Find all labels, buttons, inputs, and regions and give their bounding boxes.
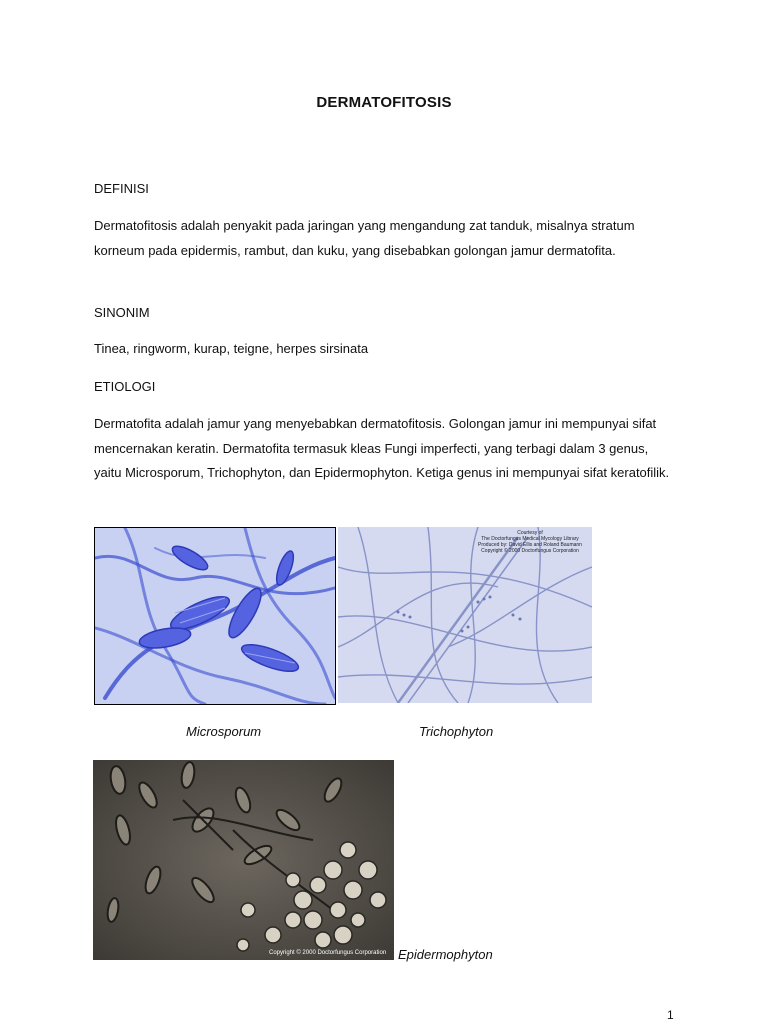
trichophyton-caption: Trichophyton	[419, 724, 494, 739]
definisi-paragraph: Dermatofitosis adalah penyakit pada jaringan yang mengandung zat tanduk, misalnya stratum korneum pada epidermis, rambut, dan kuku, yang disebabkan golongan jamur dermatofita.	[94, 218, 635, 258]
section-heading-sinonim: SINONIM	[94, 305, 150, 320]
microsporum-caption: Microsporum	[186, 724, 262, 739]
epidermophyton-credit: Copyright © 2000 Doctorfungus Corporation	[269, 950, 387, 956]
sinonim-paragraph: Tinea, ringworm, kurap, teigne, herpes sirsinata	[94, 341, 369, 356]
section-heading-definisi: DEFINISI	[94, 181, 149, 196]
microsporum-image	[94, 527, 336, 705]
section-heading-etiologi: ETIOLOGI	[94, 379, 156, 394]
etiologi-paragraph: Dermatofita adalah jamur yang menyebabkan dermatofitosis. Golongan jamur ini mempunyai sifat mencernakan keratin. Dermatofita termasuk kleas Fungi imperfecti, yang terbagi dalam 3 genus, yaitu Microsporum, Trichophyton, dan Epidermophyton. Ketiga genus ini mempunyai sifat keratofilik.	[94, 416, 670, 480]
epidermophyton-image	[93, 760, 394, 960]
document-title: DERMATOFITOSIS	[316, 94, 452, 111]
trichophyton-credit: Courtesy of The Doctorfungus Medical Mycology Library Produced by: David Ellis and Roland Baumann Copyright © 2000 Doctorfungus Corporation	[478, 530, 582, 554]
trichophyton-image	[338, 527, 592, 703]
epidermophyton-caption: Epidermophyton	[398, 947, 493, 962]
page-number: 1	[667, 1008, 674, 1022]
